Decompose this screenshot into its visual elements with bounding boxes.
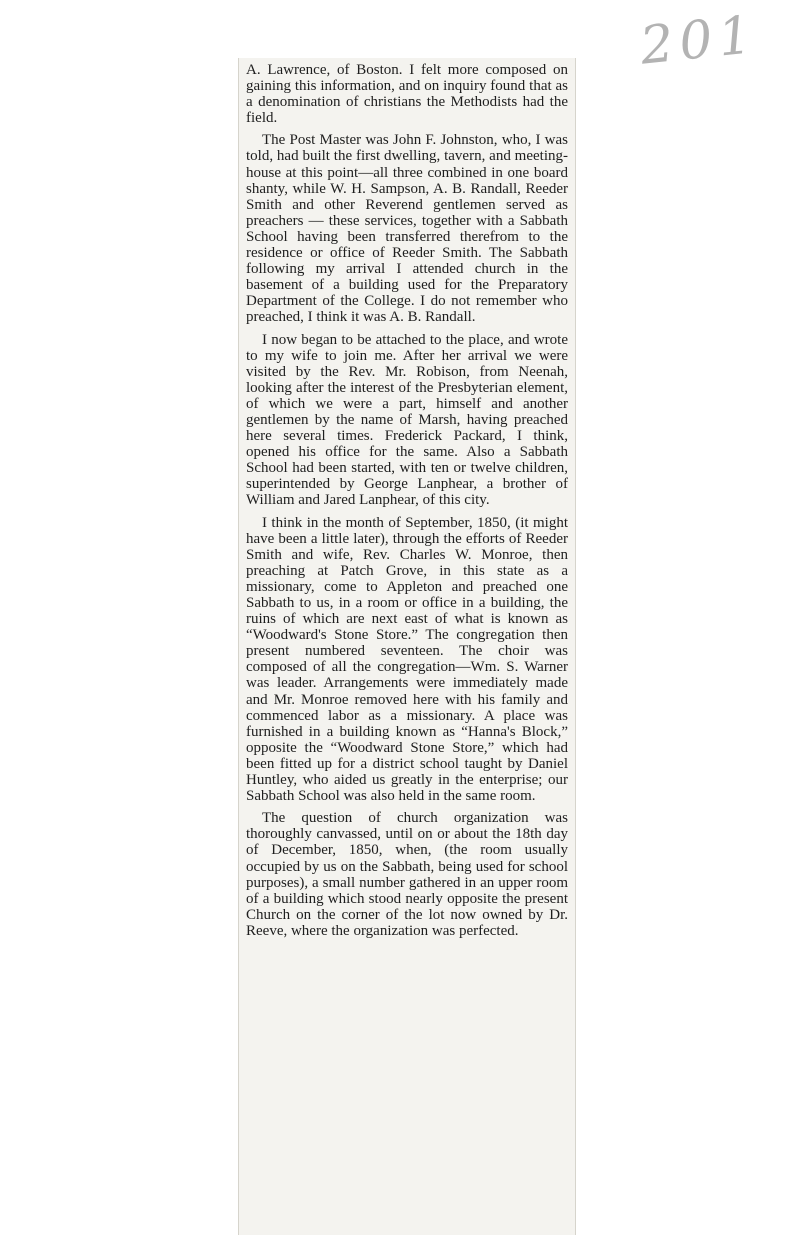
- article-paragraph-1: A. Lawrence, of Boston. I felt more composed on gaining this information, and on inquiry found that as a denomination of christians the Methodists had the field.: [246, 62, 568, 127]
- article-paragraph-2: The Post Master was John F. Johnston, who, I was told, had built the first dwelling, tavern, and meeting-house at this point—all three combined in one board shanty, while W. H. Sampson, A. B. Randall, Reeder Smith and other Reverend gentlemen served as preachers — these services, together with a Sabbath School having been transferred therefrom to the residence or office of Reeder Smith. The Sabbath following my arrival I attended church in the basement of a building used for the Preparatory Department of the College. I do not remember who preached, I think it was A. B. Randall.: [246, 132, 568, 326]
- article-paragraph-4: I think in the month of September, 1850, (it might have been a little later), through the efforts of Reeder Smith and wife, Rev. Charles W. Monroe, then preaching at Patch Grove, in this state as a missionary, come to Appleton and preached one Sabbath to us, in a room or office in a building, the ruins of which are next east of what is known as “Woodward's Stone Store.” The congregation then present numbered seventeen. The choir was composed of all the congregation—Wm. S. Warner was leader. Arrangements were immediately made and Mr. Monroe removed here with his family and commenced labor as a missionary. A place was furnished in a building known as “Hanna's Block,” opposite the “Woodward Stone Store,” which had been fitted up for a district school taught by Daniel Huntley, who aided us greatly in the enterprise; our Sabbath School was also held in the same room.: [246, 514, 568, 805]
- page-number: 201: [637, 4, 761, 77]
- article-column: [246, 62, 568, 945]
- article-paragraph-3: I now began to be attached to the place, and wrote to my wife to join me. After her arrival we were visited by the Rev. Mr. Robison, from Neenah, looking after the interest of the Presbyterian element, of which we were a part, himself and another gentlemen by the name of Marsh, having preached here several times. Frederick Packard, I think, opened his office for the same. Also a Sabbath School had been started, with ten or twelve children, superintended by George Lanphear, a brother of William and Jared Lanphear, of this city.: [246, 331, 568, 509]
- article-paragraph-5: The question of church organization was thoroughly canvassed, until on or about the 18th day of December, 1850, when, (the room usually occupied by us on the Sabbath, being used for school purposes), a small number gathered in an upper room of a building which stood nearly opposite the present Church on the corner of the lot now owned by Dr. Reeve, where the organization was perfected.: [246, 810, 568, 939]
